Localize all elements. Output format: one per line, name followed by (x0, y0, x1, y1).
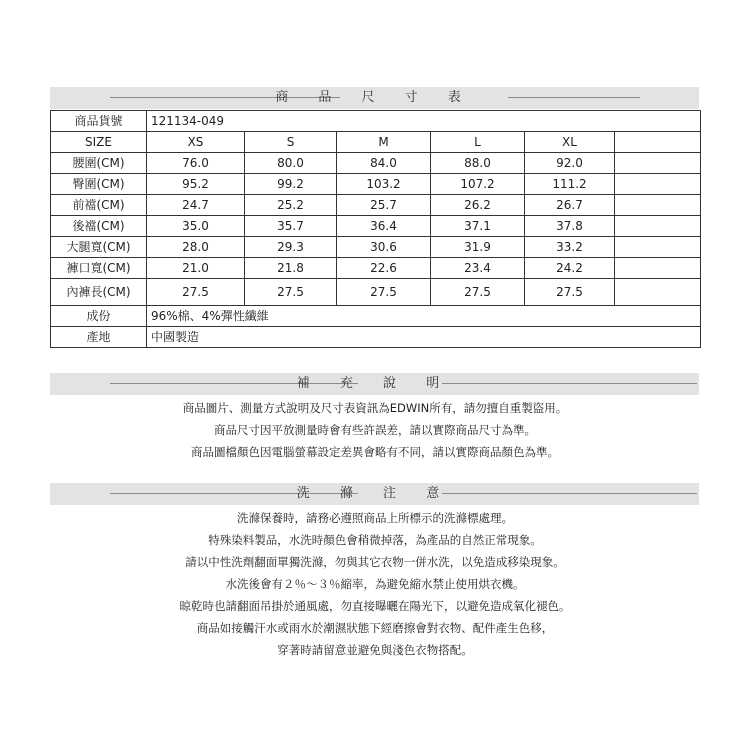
table-cell: 25.7 (337, 195, 431, 216)
composition-value: 96%棉、4%彈性纖維 (147, 306, 701, 327)
note-line: 水洗後會有２％～３％縮率，為避免縮水禁止使用烘衣機。 (225, 577, 525, 591)
table-cell: 107.2 (431, 174, 525, 195)
table-cell: 29.3 (245, 237, 337, 258)
table-cell: 35.7 (245, 216, 337, 237)
table-cell: 76.0 (147, 153, 245, 174)
table-row (51, 132, 701, 153)
table-cell: 22.6 (337, 258, 431, 279)
table-cell: 21.0 (147, 258, 245, 279)
note-line: 請以中性洗劑翻面單獨洗滌，勿與其它衣物一併水洗，以免造成移染現象。 (185, 555, 565, 569)
row-label: 大腿寬(CM) (51, 237, 147, 258)
wash-notes (50, 507, 700, 661)
empty-cell (615, 132, 701, 153)
table-row (51, 306, 701, 327)
note-line: 晾乾時也請翻面吊掛於通風處，勿直接曝曬在陽光下，以避免造成氧化褪色。 (179, 599, 571, 613)
row-label: 內褲長(CM) (51, 279, 147, 306)
supplement-notes (50, 397, 700, 463)
table-cell: 103.2 (337, 174, 431, 195)
table-cell: 35.0 (147, 216, 245, 237)
note-line: 洗滌保養時，請務必遵照商品上所標示的洗滌標處理。 (237, 511, 513, 525)
table-row (51, 111, 701, 132)
table-cell: 37.8 (525, 216, 615, 237)
table-row (51, 237, 701, 258)
table-cell: 24.7 (147, 195, 245, 216)
table-cell: 27.5 (147, 279, 245, 306)
table-row (51, 279, 701, 306)
table-cell: 37.1 (431, 216, 525, 237)
table-cell: 92.0 (525, 153, 615, 174)
supplement-section-header (50, 373, 699, 395)
row-label: 後襠(CM) (51, 216, 147, 237)
table-row (51, 195, 701, 216)
table-cell: 23.4 (431, 258, 525, 279)
table-cell: 21.8 (245, 258, 337, 279)
table-cell: 27.5 (337, 279, 431, 306)
empty-cell (615, 153, 701, 174)
note-line: 商品圖檔顏色因電腦螢幕設定差異會略有不同，請以實際商品顏色為準。 (191, 445, 559, 459)
size-xs: XS (147, 132, 245, 153)
row-label: 商品貨號 (51, 111, 147, 132)
product-code: 121134-049 (147, 111, 701, 132)
table-cell: 30.6 (337, 237, 431, 258)
table-cell: 26.7 (525, 195, 615, 216)
empty-cell (615, 195, 701, 216)
supplement-section-title: 補 充 說 明 (296, 376, 453, 391)
note-line: 商品尺寸因平放測量時會有些許誤差，請以實際商品尺寸為準。 (214, 423, 536, 437)
table-cell: 99.2 (245, 174, 337, 195)
size-m: M (337, 132, 431, 153)
empty-cell (615, 237, 701, 258)
table-cell: 111.2 (525, 174, 615, 195)
table-row (51, 153, 701, 174)
table-cell: 27.5 (525, 279, 615, 306)
row-label: SIZE (51, 132, 147, 153)
table-cell: 27.5 (245, 279, 337, 306)
note-line: 穿著時請留意並避免與淺色衣物搭配。 (277, 643, 473, 657)
table-row (51, 216, 701, 237)
empty-cell (615, 279, 701, 306)
table-cell: 36.4 (337, 216, 431, 237)
table-cell: 31.9 (431, 237, 525, 258)
note-line: 特殊染料製品，水洗時顏色會稍微掉落，為產品的自然正常現象。 (208, 533, 542, 547)
row-label: 成份 (51, 306, 147, 327)
table-row (51, 174, 701, 195)
table-cell: 33.2 (525, 237, 615, 258)
row-label: 產地 (51, 327, 147, 348)
table-cell: 25.2 (245, 195, 337, 216)
table-cell: 84.0 (337, 153, 431, 174)
size-xl: XL (525, 132, 615, 153)
note-line: 商品如接觸汗水或雨水於潮濕狀態下經磨擦會對衣物、配件產生色移， (196, 621, 554, 635)
table-row (51, 327, 701, 348)
table-cell: 27.5 (431, 279, 525, 306)
table-cell: 95.2 (147, 174, 245, 195)
table-row (51, 258, 701, 279)
table-cell: 88.0 (431, 153, 525, 174)
row-label: 腰圍(CM) (51, 153, 147, 174)
table-cell: 26.2 (431, 195, 525, 216)
row-label: 臀圍(CM) (51, 174, 147, 195)
table-cell: 28.0 (147, 237, 245, 258)
size-section-header (50, 87, 699, 109)
empty-cell (615, 174, 701, 195)
size-s: S (245, 132, 337, 153)
size-section-title: 商 品 尺 寸 表 (275, 90, 474, 105)
note-line: 商品圖片、測量方式說明及尺寸表資訊為EDWIN所有，請勿擅自重製盜用。 (182, 401, 568, 415)
row-label: 褲口寬(CM) (51, 258, 147, 279)
size-l: L (431, 132, 525, 153)
empty-cell (615, 216, 701, 237)
table-cell: 24.2 (525, 258, 615, 279)
row-label: 前襠(CM) (51, 195, 147, 216)
wash-section-title: 洗 滌 注 意 (296, 486, 453, 501)
origin-value: 中國製造 (147, 327, 701, 348)
size-table (50, 110, 701, 348)
empty-cell (615, 258, 701, 279)
wash-section-header (50, 483, 699, 505)
table-cell: 80.0 (245, 153, 337, 174)
